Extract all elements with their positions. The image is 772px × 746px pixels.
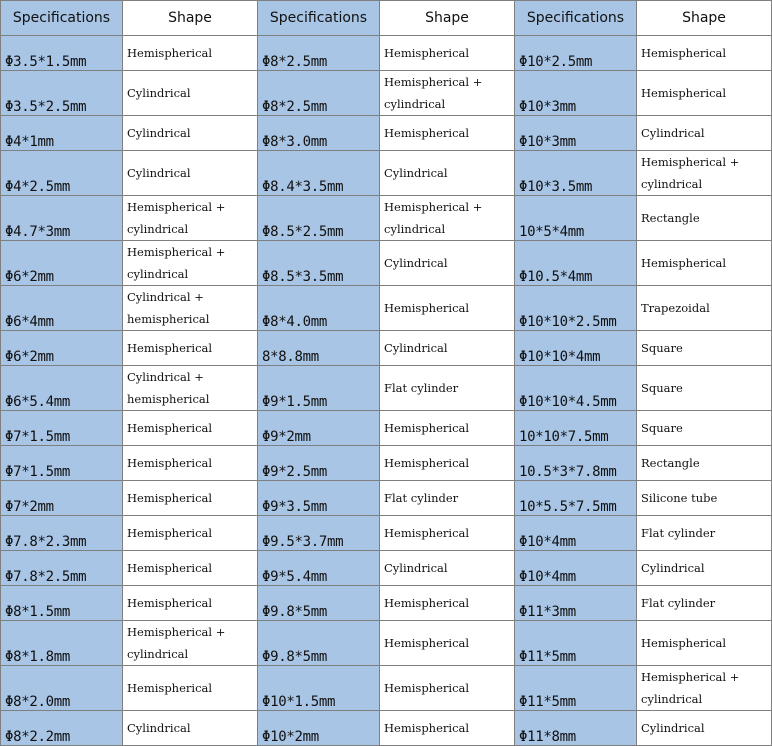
shape-cell: [380, 446, 515, 481]
shape-cell: [380, 516, 515, 551]
shape-text-line: Flat cylinder: [641, 596, 716, 610]
spec-cell: Φ4*2.5mm: [1, 151, 123, 196]
shape-cell: [380, 621, 515, 666]
shape-cell: [380, 666, 515, 711]
shape-cell: [637, 286, 772, 331]
spec-cell: Φ10*3mm: [515, 71, 637, 116]
spec-cell: Φ7*1.5mm: [1, 446, 123, 481]
shape-cell: [380, 586, 515, 621]
spec-cell: Φ10.5*4mm: [515, 241, 637, 286]
header-row: [1, 1, 772, 36]
spec-cell: Φ7*1.5mm: [1, 411, 123, 446]
shape-cell: [380, 196, 515, 241]
shape-text-line: Hemispherical: [641, 86, 727, 100]
shape-text-line: Hemispherical: [384, 526, 470, 540]
shape-text-line: Cylindrical: [641, 561, 705, 575]
spec-cell: Φ3.5*2.5mm: [1, 71, 123, 116]
shape-cell: [123, 711, 258, 746]
table-row: [1, 116, 772, 151]
shape-text-line: cylindrical: [127, 222, 189, 236]
shape-text-line: cylindrical: [384, 222, 446, 236]
table-row: [1, 551, 772, 586]
spec-cell: Φ8.5*3.5mm: [258, 241, 380, 286]
spec-cell: Φ7*2mm: [1, 481, 123, 516]
shape-text-line: Hemispherical: [384, 46, 470, 60]
shape-text-line: Hemispherical +: [127, 625, 226, 639]
shape-cell: [123, 551, 258, 586]
shape-text-line: Hemispherical +: [127, 200, 226, 214]
shape-text-line: Hemispherical +: [641, 155, 740, 169]
spec-cell: Φ8.5*2.5mm: [258, 196, 380, 241]
shape-cell: [123, 516, 258, 551]
spec-cell: Φ9.8*5mm: [258, 621, 380, 666]
shape-text-line: Cylindrical: [641, 126, 705, 140]
table-row: [1, 36, 772, 71]
shape-cell: [123, 411, 258, 446]
spec-cell: Φ10*10*4mm: [515, 331, 637, 366]
table-row: [1, 666, 772, 711]
spec-cell: Φ10*10*2.5mm: [515, 286, 637, 331]
spec-cell: Φ8*2.5mm: [258, 36, 380, 71]
spec-cell: Φ8*3.0mm: [258, 116, 380, 151]
shape-text-line: hemispherical: [127, 392, 210, 406]
shape-text-line: Hemispherical: [384, 421, 470, 435]
shape-text-line: Cylindrical: [127, 86, 191, 100]
table-body: [1, 36, 772, 746]
spec-cell: Φ7.8*2.3mm: [1, 516, 123, 551]
table-row: [1, 586, 772, 621]
shape-text-line: Hemispherical: [384, 636, 470, 650]
shape-text-line: Hemispherical: [127, 681, 213, 695]
table-row: [1, 71, 772, 116]
shape-text-line: Hemispherical: [127, 46, 213, 60]
shape-cell: [380, 366, 515, 411]
shape-cell: [123, 116, 258, 151]
spec-cell: Φ10*4mm: [515, 516, 637, 551]
spec-cell: 10.5*3*7.8mm: [515, 446, 637, 481]
shape-cell: [123, 36, 258, 71]
shape-text-line: Cylindrical: [641, 721, 705, 735]
table-row: [1, 411, 772, 446]
spec-cell: Φ10*2mm: [258, 711, 380, 746]
shape-text-line: Hemispherical: [641, 636, 727, 650]
shape-text-line: Cylindrical: [384, 256, 448, 270]
spec-cell: Φ4.7*3mm: [1, 196, 123, 241]
shape-text-line: Rectangle: [641, 211, 700, 225]
shape-cell: [123, 666, 258, 711]
shape-text-line: Hemispherical: [127, 561, 213, 575]
header-specifications-3: Specifications: [515, 1, 637, 36]
shape-cell: [637, 331, 772, 366]
shape-text-line: Rectangle: [641, 456, 700, 470]
spec-cell: 8*8.8mm: [258, 331, 380, 366]
shape-text-line: Hemispherical: [127, 491, 213, 505]
shape-cell: [637, 36, 772, 71]
shape-text-line: Flat cylinder: [641, 526, 716, 540]
shape-cell: [123, 481, 258, 516]
spec-cell: Φ7.8*2.5mm: [1, 551, 123, 586]
spec-cell: Φ9.5*3.7mm: [258, 516, 380, 551]
shape-cell: [380, 36, 515, 71]
shape-cell: [123, 586, 258, 621]
shape-cell: [380, 71, 515, 116]
shape-text-line: cylindrical: [641, 177, 703, 191]
shape-text-line: Flat cylinder: [384, 381, 459, 395]
header-shape-3: Shape: [637, 1, 772, 36]
spec-cell: Φ6*2mm: [1, 241, 123, 286]
shape-cell: [380, 241, 515, 286]
shape-cell: [123, 71, 258, 116]
spec-cell: Φ4*1mm: [1, 116, 123, 151]
spec-cell: Φ9*3.5mm: [258, 481, 380, 516]
shape-cell: [637, 71, 772, 116]
shape-cell: [380, 286, 515, 331]
shape-text-line: Hemispherical: [384, 301, 470, 315]
table-row: [1, 196, 772, 241]
shape-cell: [637, 516, 772, 551]
shape-text-line: Hemispherical: [384, 126, 470, 140]
shape-text-line: Square: [641, 381, 683, 395]
spec-cell: Φ8.4*3.5mm: [258, 151, 380, 196]
shape-cell: [123, 241, 258, 286]
shape-text-line: Hemispherical: [384, 681, 470, 695]
shape-text-line: Trapezoidal: [641, 301, 710, 315]
shape-text-line: Silicone tube: [641, 491, 718, 505]
shape-text-line: cylindrical: [641, 692, 703, 706]
shape-text-line: Flat cylinder: [384, 491, 459, 505]
spec-cell: Φ11*8mm: [515, 711, 637, 746]
spec-cell: Φ10*3mm: [515, 116, 637, 151]
shape-cell: [637, 411, 772, 446]
shape-cell: [637, 446, 772, 481]
header-shape-2: Shape: [380, 1, 515, 36]
spec-cell: Φ9*5.4mm: [258, 551, 380, 586]
shape-text-line: Cylindrical: [384, 166, 448, 180]
shape-cell: [637, 116, 772, 151]
shape-text-line: Square: [641, 341, 683, 355]
spec-cell: Φ8*4.0mm: [258, 286, 380, 331]
header-specifications-2: Specifications: [258, 1, 380, 36]
shape-cell: [123, 621, 258, 666]
spec-cell: Φ8*2.2mm: [1, 711, 123, 746]
shape-cell: [637, 481, 772, 516]
shape-cell: [380, 551, 515, 586]
spec-cell: 10*5*4mm: [515, 196, 637, 241]
shape-cell: [380, 331, 515, 366]
shape-cell: [123, 196, 258, 241]
shape-cell: [123, 446, 258, 481]
shape-cell: [637, 666, 772, 711]
shape-text-line: hemispherical: [127, 312, 210, 326]
spec-cell: Φ6*4mm: [1, 286, 123, 331]
shape-cell: [380, 411, 515, 446]
table-row: [1, 446, 772, 481]
shape-cell: [380, 711, 515, 746]
table-row: [1, 151, 772, 196]
spec-cell: Φ11*5mm: [515, 621, 637, 666]
shape-cell: [637, 196, 772, 241]
table-row: [1, 366, 772, 411]
shape-text-line: cylindrical: [127, 267, 189, 281]
shape-text-line: cylindrical: [384, 97, 446, 111]
spec-cell: Φ10*2.5mm: [515, 36, 637, 71]
spec-cell: 10*10*7.5mm: [515, 411, 637, 446]
shape-cell: [123, 151, 258, 196]
header-specifications-1: Specifications: [1, 1, 123, 36]
shape-text-line: Hemispherical: [127, 421, 213, 435]
shape-text-line: Hemispherical +: [127, 245, 226, 259]
table-row: [1, 331, 772, 366]
shape-cell: [123, 366, 258, 411]
shape-text-line: Hemispherical +: [384, 75, 483, 89]
shape-cell: [380, 116, 515, 151]
shape-text-line: Cylindrical: [127, 126, 191, 140]
spec-cell: Φ6*2mm: [1, 331, 123, 366]
spec-cell: Φ9*1.5mm: [258, 366, 380, 411]
shape-cell: [637, 711, 772, 746]
spec-cell: Φ9.8*5mm: [258, 586, 380, 621]
shape-cell: [637, 586, 772, 621]
spec-cell: Φ9*2.5mm: [258, 446, 380, 481]
shape-text-line: Cylindrical: [384, 561, 448, 575]
table-row: [1, 241, 772, 286]
shape-text-line: Hemispherical: [384, 596, 470, 610]
table-row: [1, 286, 772, 331]
shape-text-line: Cylindrical +: [127, 370, 204, 384]
shape-cell: [123, 286, 258, 331]
table-row: [1, 711, 772, 746]
table-row: [1, 516, 772, 551]
shape-text-line: Cylindrical: [127, 166, 191, 180]
shape-text-line: Hemispherical: [641, 256, 727, 270]
spec-cell: Φ11*3mm: [515, 586, 637, 621]
shape-text-line: Hemispherical: [127, 456, 213, 470]
shape-cell: [380, 481, 515, 516]
shape-text-line: cylindrical: [127, 647, 189, 661]
spec-cell: Φ10*3.5mm: [515, 151, 637, 196]
shape-cell: [637, 151, 772, 196]
shape-cell: [637, 551, 772, 586]
table-row: [1, 621, 772, 666]
shape-text-line: Hemispherical +: [641, 670, 740, 684]
shape-text-line: Hemispherical: [384, 721, 470, 735]
spec-cell: Φ8*2.0mm: [1, 666, 123, 711]
shape-cell: [637, 241, 772, 286]
shape-text-line: Square: [641, 421, 683, 435]
shape-cell: [637, 366, 772, 411]
shape-text-line: Hemispherical +: [384, 200, 483, 214]
header-shape-1: Shape: [123, 1, 258, 36]
spec-cell: Φ8*1.8mm: [1, 621, 123, 666]
spec-cell: Φ6*5.4mm: [1, 366, 123, 411]
shape-text-line: Cylindrical +: [127, 290, 204, 304]
shape-text-line: Hemispherical: [641, 46, 727, 60]
spec-cell: Φ8*1.5mm: [1, 586, 123, 621]
spec-cell: Φ9*2mm: [258, 411, 380, 446]
spec-cell: Φ8*2.5mm: [258, 71, 380, 116]
shape-cell: [380, 151, 515, 196]
table-row: [1, 481, 772, 516]
spec-cell: 10*5.5*7.5mm: [515, 481, 637, 516]
spec-cell: Φ10*1.5mm: [258, 666, 380, 711]
shape-text-line: Hemispherical: [127, 341, 213, 355]
spec-cell: Φ10*4mm: [515, 551, 637, 586]
spec-cell: Φ3.5*1.5mm: [1, 36, 123, 71]
spec-cell: Φ10*10*4.5mm: [515, 366, 637, 411]
shape-text-line: Cylindrical: [127, 721, 191, 735]
shape-cell: [637, 621, 772, 666]
shape-text-line: Cylindrical: [384, 341, 448, 355]
shape-text-line: Hemispherical: [127, 596, 213, 610]
shape-text-line: Hemispherical: [384, 456, 470, 470]
shape-cell: [123, 331, 258, 366]
shape-text-line: Hemispherical: [127, 526, 213, 540]
spec-cell: Φ11*5mm: [515, 666, 637, 711]
